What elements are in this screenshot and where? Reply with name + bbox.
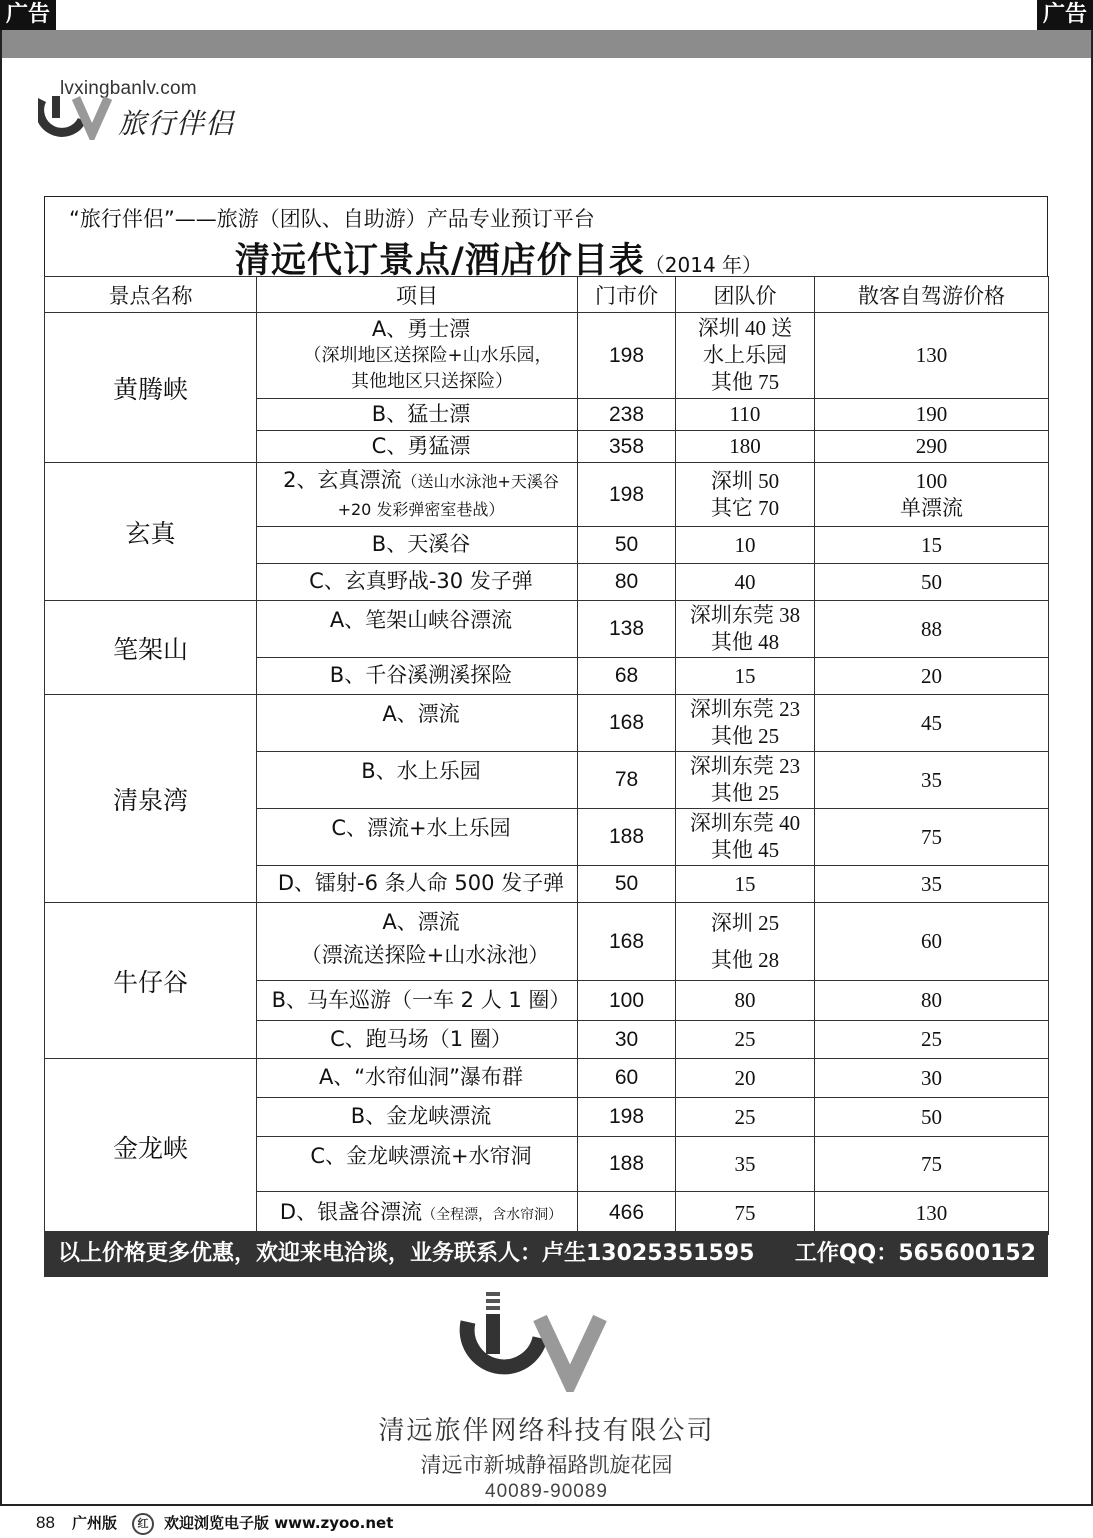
item-note: （深圳地区送探险+山水乐园， — [303, 345, 553, 367]
self-drive-price-cell: 50 — [815, 1098, 1049, 1137]
col-header-door-price: 门市价 — [578, 277, 676, 313]
door-price-cell: 60 — [578, 1059, 676, 1098]
platform-subtitle: “旅行伴侣”——旅游（团队、自助游）产品专业预订平台 — [69, 207, 595, 231]
item-cell: B、马车巡游（一车 2 人 1 圈） — [257, 981, 578, 1021]
group-price-cell: 25 — [676, 1098, 815, 1137]
group-price-cell: 180 — [676, 431, 815, 463]
item-cell: B、金龙峡漂流 — [257, 1098, 578, 1137]
self-drive-price-cell: 20 — [815, 658, 1049, 695]
item-cell: A、笔架山峡谷漂流 — [257, 601, 578, 658]
browse-link[interactable]: 欢迎浏览电子版 www.zyoo.net — [164, 1514, 394, 1532]
door-price-cell: 50 — [578, 527, 676, 564]
group-price-line: 深圳东莞 40 — [689, 811, 801, 836]
group-price-cell: 25 — [676, 1021, 815, 1059]
item-cell: C、玄真野战-30 发子弹 — [257, 564, 578, 601]
self-drive-price-cell: 75 — [815, 1137, 1049, 1192]
door-price-cell: 30 — [578, 1021, 676, 1059]
group-price-cell: 10 — [676, 527, 815, 564]
area-cell: 清泉湾 — [45, 695, 257, 903]
col-header-item: 项目 — [257, 277, 578, 313]
door-price-cell: 188 — [578, 809, 676, 866]
item-note: （漂流送探险+山水泳池） — [300, 942, 550, 967]
title-text: 清远代订景点/酒店价目表 — [235, 241, 645, 281]
self-drive-price-cell: 35 — [815, 866, 1049, 903]
group-price-line: 深圳东莞 38 — [689, 603, 801, 628]
self-drive-price-cell: 130 — [815, 1192, 1049, 1235]
door-price-cell: 78 — [578, 752, 676, 809]
door-price-cell: 198 — [578, 1098, 676, 1137]
logo-url: lvxingbanlv.com — [60, 78, 197, 99]
red-logo-icon: 红 — [132, 1513, 154, 1535]
item-label: D、银盏谷漂流 — [279, 1200, 423, 1225]
door-price-cell: 80 — [578, 564, 676, 601]
area-cell: 笔架山 — [45, 601, 257, 695]
item-cell: B、千谷溪溯溪探险 — [257, 658, 578, 695]
group-price-line: 其它 70 — [710, 495, 780, 520]
group-price-line: 其他 25 — [710, 724, 780, 748]
company-address: 清远市新城静福路凯旋花园 — [420, 1453, 673, 1477]
door-price-cell: 188 — [578, 1137, 676, 1192]
page-footer — [0, 1508, 1093, 1538]
self-drive-price-cell: 60 — [815, 903, 1049, 981]
area-cell: 黄腾峡 — [45, 313, 257, 463]
door-price-cell: 138 — [578, 601, 676, 658]
self-drive-price-cell: 15 — [815, 527, 1049, 564]
self-drive-price-cell: 80 — [815, 981, 1049, 1021]
self-price-line: 100 — [915, 468, 948, 493]
self-drive-price-cell: 25 — [815, 1021, 1049, 1059]
col-header-self-drive-price: 散客自驾游价格 — [815, 277, 1049, 313]
item-cell: C、漂流+水上乐园 — [257, 809, 578, 866]
door-price-cell: 168 — [578, 695, 676, 752]
self-drive-price-cell: 88 — [815, 601, 1049, 658]
group-price-cell: 15 — [676, 658, 815, 695]
group-price-line: 深圳东莞 23 — [689, 754, 801, 779]
group-price-line: 深圳 25 — [710, 910, 780, 935]
door-price-cell: 168 — [578, 903, 676, 981]
item-cell: B、天溪谷 — [257, 527, 578, 564]
area-cell: 牛仔谷 — [45, 903, 257, 1059]
group-price-cell: 15 — [676, 866, 815, 903]
group-price-cell: 20 — [676, 1059, 815, 1098]
group-price-cell: 80 — [676, 981, 815, 1021]
self-drive-price-cell: 50 — [815, 564, 1049, 601]
self-drive-price-cell: 190 — [815, 399, 1049, 431]
group-price-line: 其他 75 — [710, 369, 780, 394]
item-cell: A、漂流 — [257, 695, 578, 752]
self-drive-price-cell: 35 — [815, 752, 1049, 809]
page-frame — [0, 30, 1093, 1506]
edition-label: 广州版 — [72, 1514, 118, 1532]
logo-name: 旅行伴侣 — [118, 107, 235, 140]
group-price-cell: 75 — [676, 1192, 815, 1235]
door-price-cell: 198 — [578, 463, 676, 527]
group-price-cell: 110 — [676, 399, 815, 431]
area-cell: 玄真 — [45, 463, 257, 601]
company-phone: 40089-90089 — [485, 1481, 608, 1502]
item-cell: C、金龙峡漂流+水帘洞 — [257, 1137, 578, 1192]
page-number: 88 — [36, 1513, 55, 1532]
door-price-cell: 238 — [578, 399, 676, 431]
group-price-line: 深圳 40 送 — [697, 316, 793, 341]
group-price-line: 其他 25 — [710, 781, 780, 805]
item-cell: D、镭射-6 条人命 500 发子弹 — [257, 866, 578, 903]
col-header-group-price: 团队价 — [676, 277, 815, 313]
item-note: 其他地区只送探险） — [351, 371, 513, 393]
self-drive-price-cell: 290 — [815, 431, 1049, 463]
item-cell: C、跑马场（1 圈） — [257, 1021, 578, 1059]
door-price-cell: 68 — [578, 658, 676, 695]
item-label: A、勇士漂 — [371, 316, 471, 341]
door-price-cell: 198 — [578, 313, 676, 399]
item-label: 2、玄真漂流 — [283, 468, 402, 493]
door-price-cell: 358 — [578, 431, 676, 463]
door-price-cell: 100 — [578, 981, 676, 1021]
self-drive-price-cell: 75 — [815, 809, 1049, 866]
self-price-line: 单漂流 — [900, 495, 963, 520]
area-cell: 金龙峡 — [45, 1059, 257, 1235]
door-price-cell: 50 — [578, 866, 676, 903]
ad-tag-right: 广告 — [1037, 0, 1093, 30]
item-cell: B、水上乐园 — [257, 752, 578, 809]
self-drive-price-cell: 130 — [815, 313, 1049, 399]
group-price-line: 其他 45 — [710, 838, 780, 862]
item-note: （送山水泳池+天溪谷 — [401, 472, 559, 492]
item-cell: B、猛士漂 — [257, 399, 578, 431]
self-drive-price-cell: 30 — [815, 1059, 1049, 1098]
item-note: +20 发彩弹密室巷战） — [337, 499, 505, 519]
title-year: （2014 年） — [644, 253, 763, 277]
group-price-line: 水上乐园 — [703, 343, 787, 368]
company-name: 清远旅伴网络科技有限公司 — [378, 1416, 715, 1446]
group-price-line: 其他 28 — [710, 947, 780, 972]
group-price-line: 其他 48 — [710, 630, 780, 654]
group-price-cell: 35 — [676, 1137, 815, 1192]
col-header-area: 景点名称 — [45, 277, 257, 313]
item-label: A、漂流 — [382, 910, 460, 935]
group-price-line: 深圳东莞 23 — [689, 697, 801, 722]
door-price-cell: 466 — [578, 1192, 676, 1235]
item-cell: C、勇猛漂 — [257, 431, 578, 463]
self-drive-price-cell: 45 — [815, 695, 1049, 752]
ad-tag-left: 广告 — [0, 0, 56, 30]
contact-text: 以上价格更多优惠，欢迎来电洽谈，业务联系人：卢生13025351595 — [58, 1241, 755, 1266]
item-cell: A、“水帘仙洞”瀑布群 — [257, 1059, 578, 1098]
qq-text: 工作QQ：565600152 — [794, 1241, 1036, 1266]
item-note: （全程漂，含水帘洞） — [422, 1207, 563, 1224]
group-price-cell: 40 — [676, 564, 815, 601]
group-price-line: 深圳 50 — [710, 468, 780, 493]
